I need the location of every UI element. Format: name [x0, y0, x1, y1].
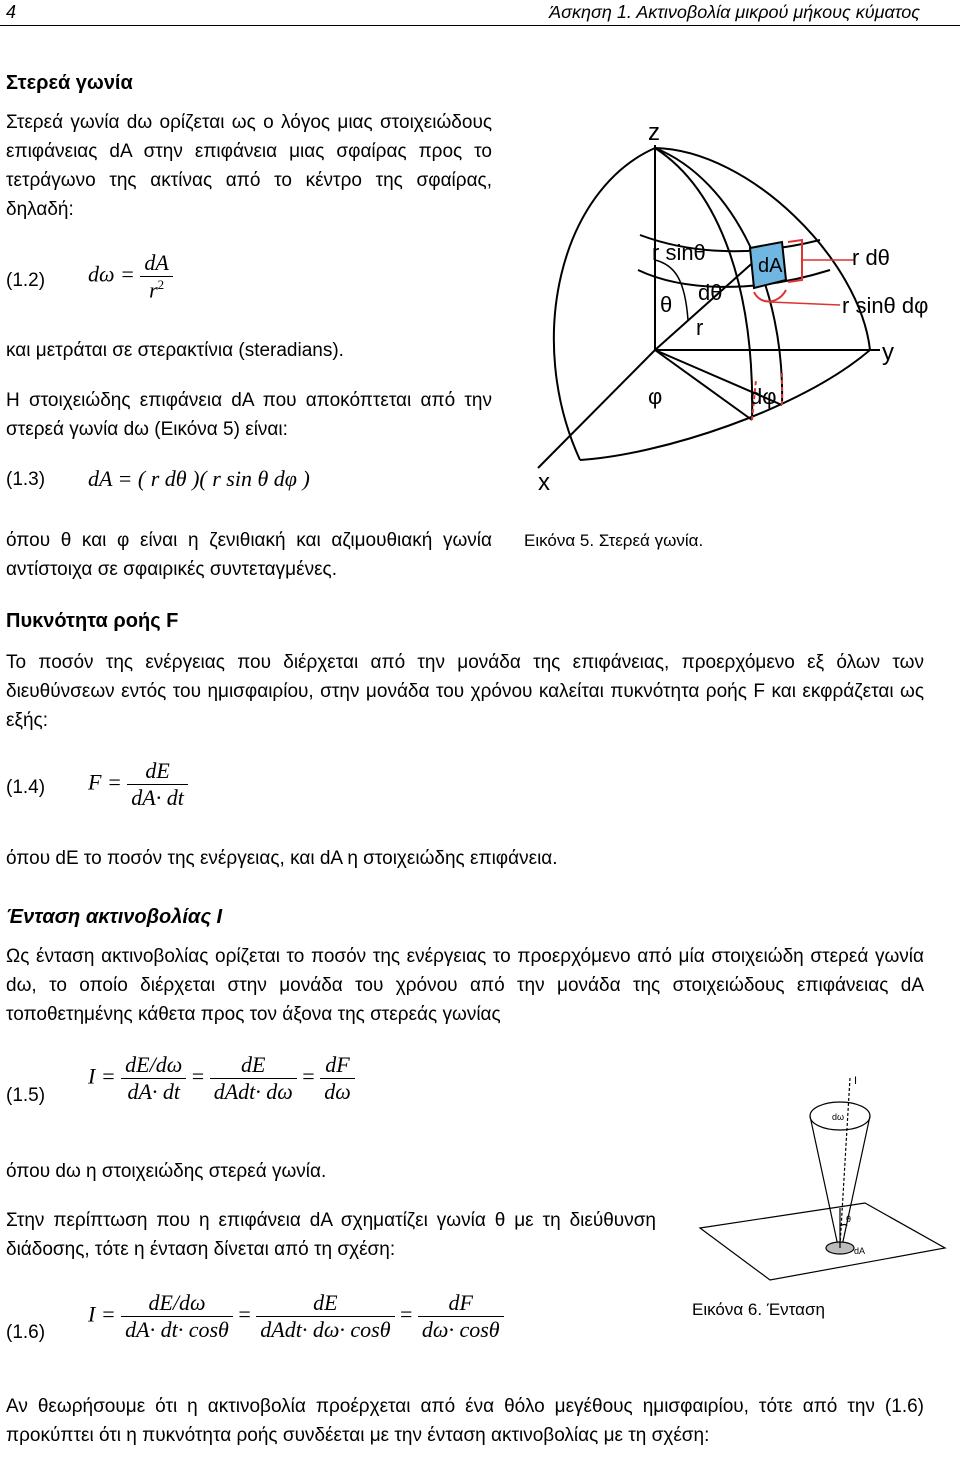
heading-flux-density: Πυκνότητα ροής F [6, 610, 179, 632]
label-dw: dω [832, 1112, 845, 1122]
eq-1-5-frac-1 [121, 1052, 186, 1105]
eq-1-6-frac-3-den: dω· cosθ [421, 1317, 500, 1342]
eq-1-6-frac-3-num: dF [418, 1290, 504, 1317]
eq-1-2-label: (1.2) [6, 270, 46, 291]
eq-1-2-lhs: dω = [88, 261, 135, 287]
figure-6-caption: Εικόνα 6. Ένταση [692, 1300, 825, 1319]
eq-1-2-fraction [140, 250, 172, 303]
label-r-dtheta: r dθ [852, 245, 890, 270]
eq-1-6-frac-1-num: dE/dω [121, 1290, 233, 1317]
eq-1-4-label: (1.4) [6, 777, 46, 798]
eq-1-6-frac-2-den: dAdt· dω· cosθ [260, 1317, 391, 1342]
label-x: x [538, 469, 550, 496]
page-number: 4 [6, 2, 17, 22]
eq-1-5-frac-2 [210, 1052, 297, 1105]
after-eq-1-3: όπου θ και φ είναι η ζενιθιακή και αζιμουθιακή γωνία αντίστοιχα σε σφαιρικές συντεταγμένες. [6, 530, 492, 580]
units-text: και μετράται σε στερακτίνια (steradians). [6, 340, 344, 361]
eq-1-5-frac-2-den: dAdt· dω [213, 1079, 293, 1104]
eq-1-6-frac-1 [121, 1290, 233, 1343]
eq-1-6-lhs: I = [88, 1301, 116, 1327]
eq-1-4-lhs: F = [88, 769, 122, 795]
case-text: Στην περίπτωση που η επιφάνεια dA σχηματίζει γωνία θ με τη διεύθυνση διάδοσης, τότε η ένταση δίνεται από τη σχέση: [6, 1210, 656, 1260]
eq-1-2-denominator [140, 277, 172, 303]
eq-1-2-den-exponent: 2 [157, 277, 165, 292]
eq-1-5-frac-1-num: dE/dω [121, 1052, 186, 1079]
header-rule [0, 25, 960, 26]
flux-text: Το ποσόν της ενέργειας που διέρχεται από την μονάδα της επιφάνειας, προερχόμενο εξ όλων των διευθύνσεων εντός του ημισφαιρίου, στην μονάδα του χρόνου καλείται πυκνότητα ροής F και εκφράζεται ως εξής: [6, 652, 924, 731]
eq-1-6-frac-1-den: dA· dt· cosθ [125, 1317, 229, 1342]
running-title: Άσκηση 1. Ακτινοβολία μικρού μήκους κύματος [549, 2, 920, 22]
label-phi: φ [648, 384, 663, 409]
label-theta-fig6: θ [846, 1214, 852, 1224]
label-r-sin-theta-dphi: r sinθ dφ [842, 293, 929, 318]
after-eq-1-5: όπου dω η στοιχειώδης στερεά γωνία. [6, 1161, 327, 1182]
label-y: y [882, 339, 894, 366]
eq-1-3-label: (1.3) [6, 469, 46, 490]
figure-5-caption: Εικόνα 5. Στερεά γωνία. [524, 531, 704, 550]
r-sin-dphi-leader [770, 302, 840, 305]
sphere-arc-zx [554, 148, 655, 460]
eq-1-5: I = $\frac{dE/d\omega}{dA\cdot dt}$ = $\frac{dE}{\text{dAdt· dω}}$ = $\frac{dF}{d\omega}$ [88, 1052, 355, 1105]
cone-side-left [810, 1116, 838, 1246]
solid-angle-intro: Στερεά γωνία dω ορίζεται ως ο λόγος μιας στοιχειώδους επιφάνειας dA στην επιφάνεια μιας σφαίρας προς το τετράγωνο της ακτίνας από το κέντρο της σφαίρας, δηλαδή: [6, 112, 492, 220]
eq-1-5-lhs: I = [88, 1063, 116, 1089]
label-dphi: dφ [750, 384, 777, 409]
eq-1-2-numerator: dA [140, 250, 172, 277]
label-z: z [648, 120, 660, 146]
surface-plane [700, 1203, 945, 1280]
eq-1-4-fraction [127, 758, 188, 811]
eq-1-5-frac-3-num: dF [320, 1052, 355, 1079]
eq-1-6-frac-2 [256, 1290, 394, 1343]
eq-1-5-frac-2-num: dE [210, 1052, 297, 1079]
figure-6-intensity [690, 1068, 955, 1293]
label-I: I [854, 1075, 858, 1087]
eq-1-2 [88, 250, 173, 303]
after-eq-1-4: όπου dE το ποσόν της ενέργειας, και dA η στοιχειώδης επιφάνεια. [6, 848, 558, 869]
eq-1-4-numerator: dE [127, 758, 188, 785]
label-dA-fig6: dA [854, 1246, 866, 1256]
eq-1-5-label: (1.5) [6, 1085, 46, 1106]
eq-1-4 [88, 758, 188, 811]
label-dtheta: dθ [698, 280, 723, 305]
label-theta: θ [660, 292, 673, 317]
eq-1-6-label: (1.6) [6, 1322, 46, 1343]
eq-1-3: dA = ( r dθ )( r sin θ dφ ) [88, 466, 310, 491]
eq-1-2-den-base: r [149, 277, 158, 303]
eq-1-5-frac-3-den: dω [324, 1079, 351, 1104]
heading-solid-angle: Στερεά γωνία [6, 72, 133, 94]
eq-1-4-denominator: dA· dt [131, 785, 184, 810]
eq-1-5-frac-3 [320, 1052, 355, 1105]
eq-1-6-frac-3 [418, 1290, 504, 1343]
label-dA: dA [758, 255, 783, 277]
figure-5-solid-angle [520, 120, 950, 500]
eq-1-6-frac-2-num: dE [256, 1290, 394, 1317]
eq-1-6: I = $\frac{dE/d\omega}{dA\cdot dt\cdot \cos\theta}$ = $\frac{dE}{\text{dAdt· dω· cosθ}}$ = $\frac{dF}{d\omega\cdot \cos\theta}$ [88, 1290, 504, 1343]
intensity-text: Ως ένταση ακτινοβολίας ορίζεται το ποσόν της ενέργειας το προερχόμενο από μία στοιχειώδη στερεά γωνία dω, το οποίο διέρχεται στην μονάδα του χρόνου από την μονάδα της στοιχειώδους επιφάνειας dA τοποθετημένης κάθετα προς τον άξονα της στερεάς γωνίας [6, 946, 924, 1025]
page-header [0, 0, 960, 24]
label-r: r [696, 315, 704, 340]
heading-intensity: Ένταση ακτινοβολίας I [6, 906, 223, 928]
eq-1-5-frac-1-den: dA· dt [127, 1079, 180, 1104]
sphere-arc-xy [580, 350, 870, 460]
label-r-sin-theta: r sinθ [652, 240, 706, 265]
area-text: Η στοιχειώδης επιφάνεια dA που αποκόπτεται από την στερεά γωνία dω (Εικόνα 5) είναι: [6, 390, 492, 440]
closing-text: Αν θεωρήσουμε ότι η ακτινοβολία προέρχεται από ένα θόλο μεγέθους ημισφαιρίου, τότε από την (1.6) προκύπτει ότι η πυκνότητα ροής συνδέεται με την ένταση ακτινοβολίας με τη σχέση: [6, 1396, 924, 1446]
